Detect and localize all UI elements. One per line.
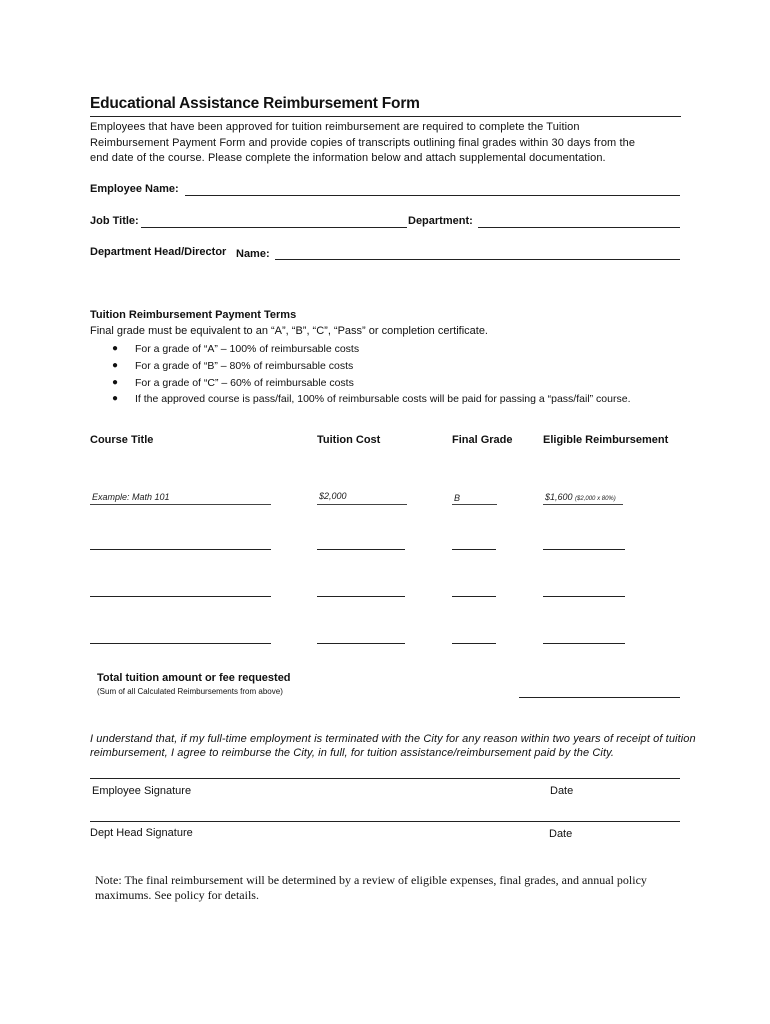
bullet-icon: ●	[112, 343, 119, 354]
course-title-field-2[interactable]	[90, 596, 271, 597]
title-divider	[90, 116, 681, 117]
list-item	[110, 358, 631, 375]
form-title: Educational Assistance Reimbursement Form	[90, 95, 420, 112]
final-grade-field-2[interactable]	[452, 596, 496, 597]
terms-heading: Tuition Reimbursement Payment Terms	[90, 309, 297, 321]
dept-head-date-label: Date	[549, 828, 573, 840]
example-reimbursement-underline	[543, 504, 623, 505]
example-reimbursement	[545, 492, 616, 502]
example-reimbursement-amount: $1,600	[545, 492, 573, 502]
employee-name-label: Employee Name:	[90, 183, 179, 195]
job-title-label: Job Title:	[90, 215, 139, 227]
reimbursement-field-2[interactable]	[543, 596, 625, 597]
example-course: Example: Math 101	[92, 492, 170, 502]
example-course-underline	[90, 504, 271, 505]
intro-paragraph	[90, 120, 690, 167]
term-text: For a grade of “C” – 60% of reimbursable costs	[135, 376, 354, 389]
example-grade-underline	[452, 504, 497, 505]
department-label: Department:	[408, 215, 473, 227]
term-text: For a grade of “A” – 100% of reimbursable costs	[135, 343, 360, 355]
final-grade-field-1[interactable]	[452, 549, 496, 550]
course-title-field-1[interactable]	[90, 549, 271, 550]
col-header-eligible-reimbursement: Eligible Reimbursement	[543, 434, 669, 446]
total-subtext: (Sum of all Calculated Reimbursements from above)	[97, 687, 283, 696]
dept-head-label: Department Head/Director	[90, 246, 227, 258]
example-cost: $2,000	[319, 491, 347, 501]
example-cost-underline	[317, 504, 407, 505]
bullet-icon: ●	[112, 393, 119, 405]
example-grade: B	[454, 493, 461, 503]
bullet-icon: ●	[112, 359, 119, 371]
department-field[interactable]	[478, 227, 680, 228]
terms-list	[110, 341, 631, 408]
tuition-cost-field-3[interactable]	[317, 643, 405, 644]
col-header-course-title: Course Title	[90, 434, 154, 446]
intro-line: Employees that have been approved for tuition reimbursement are required to complete the Tuition	[90, 121, 580, 133]
job-title-field[interactable]	[141, 227, 407, 228]
terms-intro: Final grade must be equivalent to an “A”, “B”, “C”, “Pass” or completion certificate.	[90, 325, 488, 337]
total-field[interactable]	[519, 697, 680, 698]
employee-signature-label: Employee Signature	[92, 785, 192, 797]
employee-signature-field[interactable]	[90, 778, 680, 779]
tuition-cost-field-2[interactable]	[317, 596, 405, 597]
dept-head-name-label: Name:	[236, 248, 270, 260]
list-item	[110, 341, 631, 358]
list-item	[110, 391, 631, 408]
employee-date-label: Date	[550, 785, 574, 797]
dept-head-signature-field[interactable]	[90, 821, 680, 822]
reimbursement-field-3[interactable]	[543, 643, 625, 644]
final-grade-field-3[interactable]	[452, 643, 496, 644]
example-reimbursement-note: ($2,000 x 80%)	[575, 496, 616, 502]
intro-line: end date of the course. Please complete the information below and attach supplemental documentation.	[90, 152, 606, 164]
dept-head-name-field[interactable]	[275, 259, 680, 260]
col-header-final-grade: Final Grade	[452, 434, 513, 446]
dept-head-signature-label: Dept Head Signature	[90, 827, 193, 839]
col-header-tuition-cost: Tuition Cost	[317, 434, 381, 446]
list-item	[110, 375, 631, 392]
term-text: For a grade of “B” – 80% of reimbursable costs	[135, 359, 354, 372]
bullet-icon: ●	[112, 376, 119, 388]
employee-name-field[interactable]	[185, 195, 680, 196]
intro-line: Reimbursement Payment Form and provide copies of transcripts outlining final grades within 30 days from the	[90, 136, 636, 149]
total-heading: Total tuition amount or fee requested	[97, 672, 291, 684]
reimbursement-field-1[interactable]	[543, 549, 625, 550]
agreement-statement: I understand that, if my full-time employment is terminated with the City for any reason within two years of receipt of tuition reimbursement, I agree to reimburse the City, in full, for tuition assistance/reimbursement paid by the City.	[90, 733, 696, 759]
tuition-cost-field-1[interactable]	[317, 549, 405, 550]
course-title-field-3[interactable]	[90, 643, 271, 644]
policy-note: Note: The final reimbursement will be determined by a review of eligible expenses, final grades, and annual policy maximums. See policy for details.	[95, 873, 647, 902]
term-text: If the approved course is pass/fail, 100% of reimbursable costs will be paid for passing a “pass/fail” course.	[135, 393, 631, 406]
